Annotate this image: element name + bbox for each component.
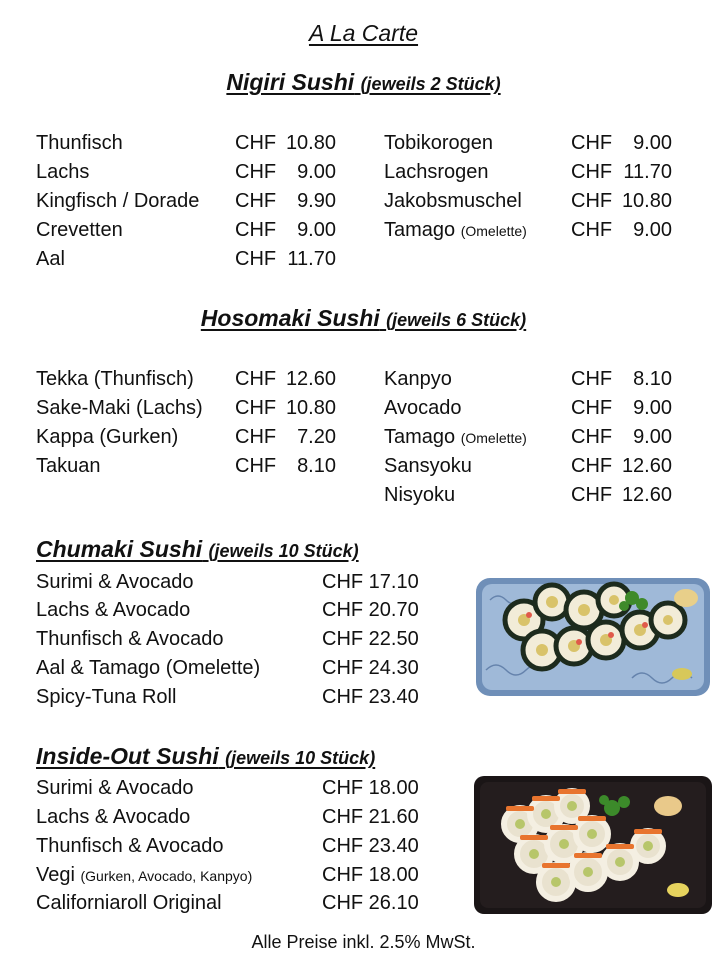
item-currency: CHF: [571, 190, 613, 212]
nigiri-subtitle: (jeweils 2 Stück): [360, 74, 501, 94]
item-currency: CHF: [571, 368, 613, 390]
item-name: Thunfisch: [36, 132, 123, 154]
hosomaki-item: [36, 453, 336, 479]
chumaki-section-title: [36, 536, 359, 563]
item-price: 12.60: [285, 368, 336, 390]
item-name: Lachs & Avocado: [36, 806, 191, 828]
item-name: Aal & Tamago (Omelette): [36, 657, 261, 679]
item-name: Tamago (Omelette): [384, 426, 527, 448]
item-name: Sansyoku: [384, 455, 472, 477]
item-currency: CHF: [571, 426, 613, 448]
item-name: Californiaroll Original: [36, 892, 222, 914]
chumaki-item: [36, 655, 419, 681]
insideout-section-title: [36, 743, 375, 770]
insideout-item: [36, 890, 419, 916]
item-price: 10.80: [285, 132, 336, 154]
item-currency: CHF: [235, 161, 277, 183]
item-currency: CHF: [571, 132, 613, 154]
chumaki-item: [36, 684, 419, 710]
nigiri-item: [36, 246, 336, 272]
chumaki-photo: [472, 570, 714, 700]
item-name: Aal: [36, 248, 65, 270]
insideout-title: Inside-Out Sushi: [36, 743, 219, 769]
vat-footnote: Alle Preise inkl. 2.5% MwSt.: [251, 932, 476, 952]
item-price: 9.00: [633, 397, 672, 419]
chumaki-item: [36, 626, 419, 652]
insideout-item: [36, 775, 419, 801]
hosomaki-subtitle: (jeweils 6 Stück): [386, 310, 527, 330]
item-currency: CHF: [571, 484, 613, 506]
item-price: CHF 21.60: [322, 806, 419, 828]
page-title: A La Carte: [308, 20, 419, 46]
insideout-item: [36, 833, 419, 859]
maki-plate-image: [472, 570, 714, 700]
item-name: Vegi (Gurken, Avocado, Kanpyo): [36, 864, 253, 886]
nigiri-item: [36, 188, 336, 214]
item-name: Sake-Maki (Lachs): [36, 397, 203, 419]
insideout-item: [36, 862, 419, 888]
item-currency: CHF: [235, 455, 277, 477]
item-currency: CHF: [235, 219, 277, 241]
item-currency: CHF: [571, 397, 613, 419]
item-name: Takuan: [36, 455, 101, 477]
item-price: 9.00: [633, 426, 672, 448]
item-price: 11.70: [623, 161, 672, 183]
insideout-photo: [472, 772, 714, 917]
hosomaki-section-title: [0, 305, 727, 332]
item-name: Kappa (Gurken): [36, 426, 179, 448]
hosomaki-item: [384, 395, 672, 421]
item-price: 9.00: [297, 161, 336, 183]
item-price: 10.80: [285, 397, 336, 419]
nigiri-item: [384, 188, 672, 214]
hosomaki-item: [36, 424, 336, 450]
item-price: 12.60: [621, 484, 672, 506]
chumaki-item: [36, 569, 419, 595]
hosomaki-item: [384, 482, 672, 508]
item-name: Tekka (Thunfisch): [36, 368, 194, 390]
item-price: CHF 23.40: [322, 835, 419, 857]
item-currency: CHF: [235, 368, 277, 390]
item-name: Lachsrogen: [384, 161, 489, 183]
chumaki-title: Chumaki Sushi: [36, 536, 203, 562]
item-name: Thunfisch & Avocado: [36, 628, 224, 650]
item-name: Kanpyo: [384, 368, 452, 390]
item-currency: CHF: [235, 426, 277, 448]
item-price: 8.10: [297, 455, 336, 477]
item-name: Surimi & Avocado: [36, 571, 194, 593]
item-price: CHF 26.10: [322, 892, 419, 914]
item-name: Tamago (Omelette): [384, 219, 527, 241]
item-price: CHF 22.50: [322, 628, 419, 650]
nigiri-item: [36, 159, 336, 185]
item-price: 10.80: [621, 190, 672, 212]
item-currency: CHF: [235, 248, 277, 270]
item-price: 12.60: [621, 455, 672, 477]
item-price: 7.20: [297, 426, 336, 448]
item-currency: CHF: [235, 190, 277, 212]
item-price: 11.70: [287, 248, 336, 270]
nigiri-item: [384, 130, 672, 156]
item-name: Lachs: [36, 161, 90, 183]
item-name: Lachs & Avocado: [36, 599, 191, 621]
nigiri-item: [384, 217, 672, 243]
item-price: CHF 23.40: [322, 686, 419, 708]
hosomaki-item: [384, 453, 672, 479]
item-name: Thunfisch & Avocado: [36, 835, 224, 857]
hosomaki-item: [36, 395, 336, 421]
item-name: Crevetten: [36, 219, 123, 241]
item-name: Avocado: [384, 397, 462, 419]
insideout-plate-image: [472, 772, 714, 917]
item-price: CHF 20.70: [322, 599, 419, 621]
item-name: Jakobsmuschel: [384, 190, 522, 212]
item-currency: CHF: [571, 455, 613, 477]
item-name: Kingfisch / Dorade: [36, 190, 200, 212]
hosomaki-item: [384, 366, 672, 392]
item-price: CHF 18.00: [322, 864, 419, 886]
item-price: CHF 17.10: [322, 571, 419, 593]
item-currency: CHF: [571, 219, 613, 241]
item-name: Spicy-Tuna Roll: [36, 686, 177, 708]
item-currency: CHF: [235, 397, 277, 419]
nigiri-title: Nigiri Sushi: [226, 69, 355, 95]
item-price: 9.00: [297, 219, 336, 241]
item-name: Tobikorogen: [384, 132, 493, 154]
item-currency: CHF: [235, 132, 277, 154]
item-price: 9.00: [633, 132, 672, 154]
insideout-item: [36, 804, 419, 830]
item-price: 9.00: [633, 219, 672, 241]
nigiri-item: [36, 130, 336, 156]
hosomaki-title: Hosomaki Sushi: [200, 305, 380, 331]
chumaki-subtitle: (jeweils 10 Stück): [208, 541, 359, 561]
insideout-subtitle: (jeweils 10 Stück): [225, 748, 376, 768]
hosomaki-item: [36, 366, 336, 392]
nigiri-item: [384, 159, 672, 185]
nigiri-item: [36, 217, 336, 243]
item-name: Surimi & Avocado: [36, 777, 194, 799]
item-price: CHF 24.30: [322, 657, 419, 679]
item-price: 8.10: [633, 368, 672, 390]
nigiri-section-title: [0, 69, 727, 96]
item-price: CHF 18.00: [322, 777, 419, 799]
hosomaki-item: [384, 424, 672, 450]
chumaki-item: [36, 597, 419, 623]
item-currency: CHF: [571, 161, 613, 183]
item-price: 9.90: [297, 190, 336, 212]
item-name: Nisyoku: [384, 484, 456, 506]
